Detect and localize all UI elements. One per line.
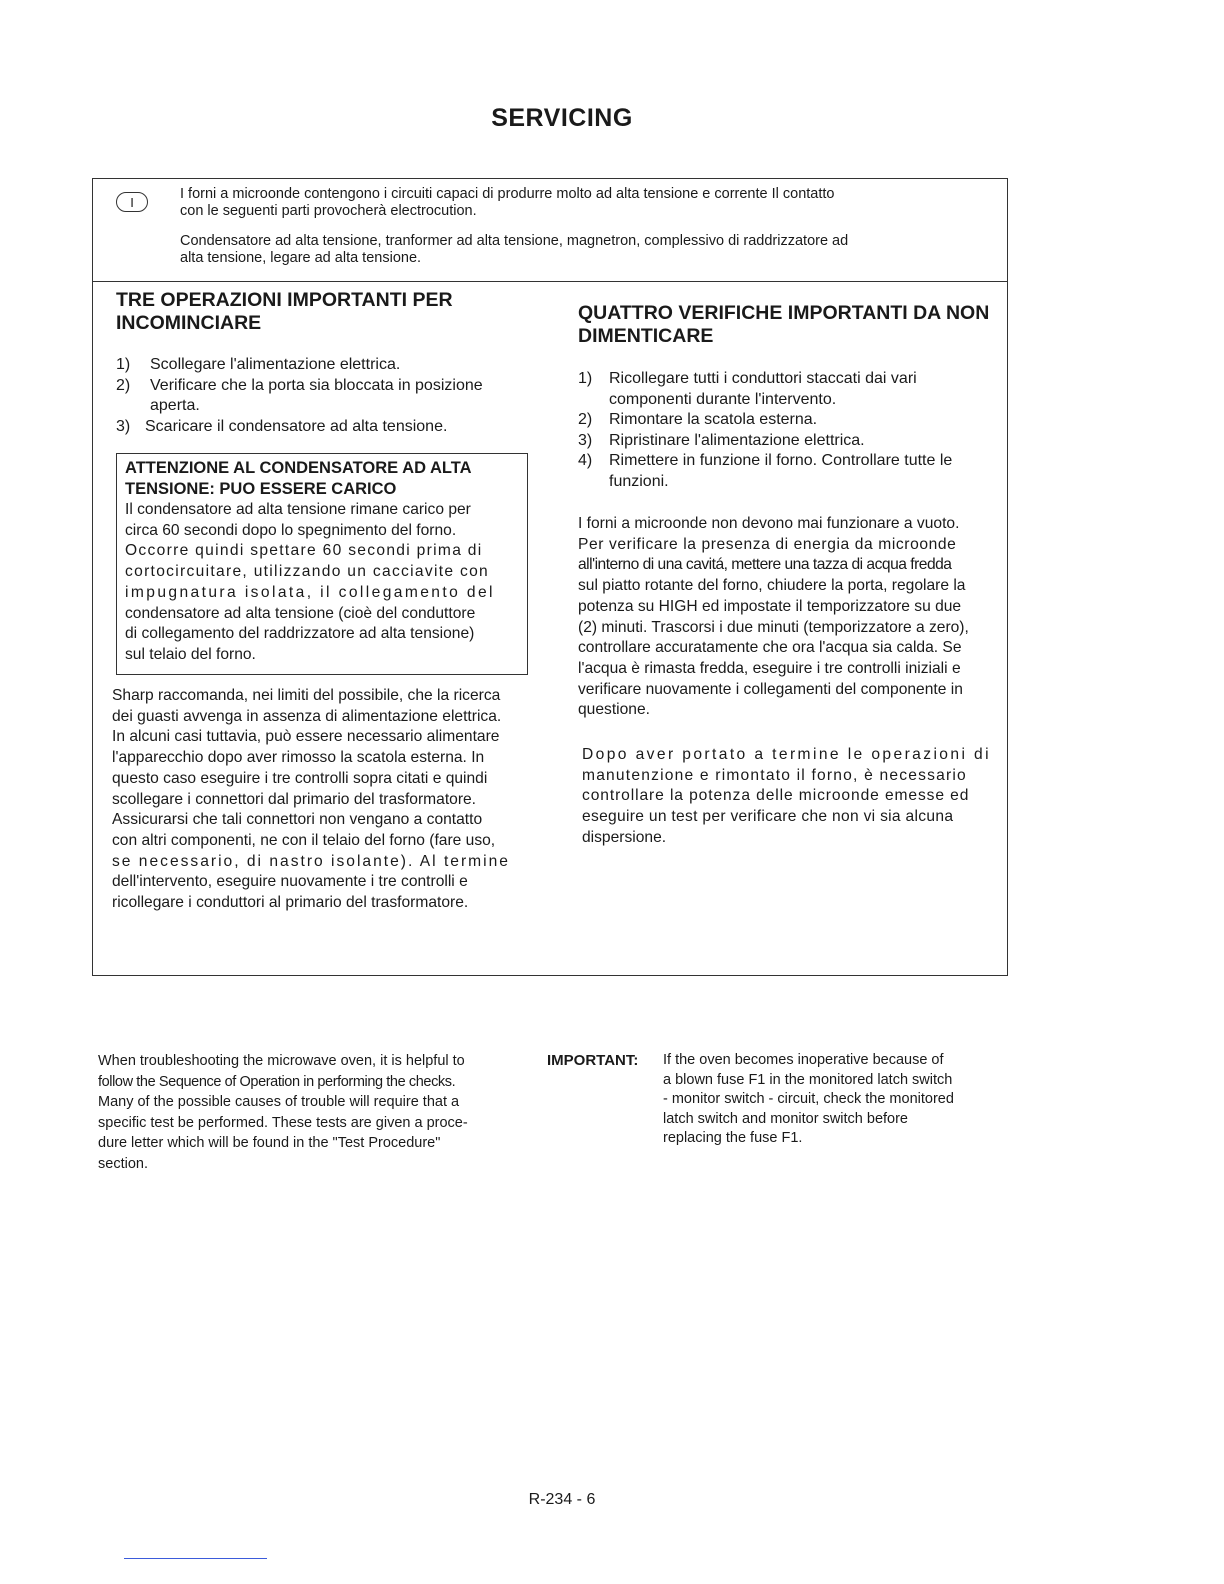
paragraph-line: questione. [578, 701, 650, 719]
paragraph-line: dell'intervento, eseguire nuovamente i tre controlli e [112, 873, 468, 891]
paragraph-line: dei guasti avvenga in assenza di alimentazione elettrica. [112, 707, 502, 725]
paragraph-line: questo caso eseguire i tre controlli sopra citati e quindi [112, 769, 488, 787]
step-text: Verificare che la porta sia bloccata in posizione [150, 376, 483, 394]
bottom-rule [124, 1558, 267, 1559]
paragraph-line: controllare la potenza delle microonde emesse ed [582, 787, 970, 805]
warning-line-4: alta tensione, legare ad alta tensione. [180, 250, 422, 266]
step-text-cont: funzioni. [609, 472, 669, 490]
capacitor-title-line-1: ATTENZIONE AL CONDENSATORE AD ALTA [125, 459, 472, 477]
list-item [578, 369, 998, 410]
important-label: IMPORTANT: [547, 1052, 639, 1069]
step-text: Ripristinare l'alimentazione elettrica. [609, 431, 865, 449]
paragraph-line: se necessario, di nastro isolante). Al termine [112, 852, 510, 870]
paragraph-line: In alcuni casi tuttavia, può essere necessario alimentare [112, 728, 500, 746]
paragraph-line: Many of the possible causes of trouble will require that a [98, 1094, 460, 1110]
paragraph-line: sul piatto rotante del forno, chiudere la porta, regolare la [578, 577, 966, 595]
paragraph-line: follow the Sequence of Operation in performing the checks. [98, 1073, 456, 1090]
right-heading-line-1: QUATTRO VERIFICHE IMPORTANTI DA NON [578, 302, 990, 324]
paragraph-line: l'acqua è rimasta fredda, eseguire i tre controlli iniziali e [578, 659, 961, 677]
step-number: 2) [578, 411, 593, 428]
list-item [578, 410, 998, 431]
step-number: 2) [116, 376, 131, 394]
paragraph-line: Per verificare la presenza di energia da microonde [578, 535, 957, 553]
note-line: - monitor switch - circuit, check the monitored [663, 1091, 954, 1108]
paragraph-line: scollegare i connettori dal primario del trasformatore. [112, 790, 477, 808]
right-heading-line-2: DIMENTICARE [578, 325, 714, 347]
list-item [578, 451, 998, 492]
list-item [116, 376, 526, 417]
note-line: a blown fuse F1 in the monitored latch switch [663, 1071, 953, 1088]
paragraph-line: Assicurarsi che tali connettori non vengano a contatto [112, 811, 483, 829]
left-steps-list [116, 355, 526, 437]
capacitor-title-line-2: TENSIONE: PUO ESSERE CARICO [125, 480, 397, 498]
paragraph-line: specific test be performed. These tests are given a proce- [98, 1114, 468, 1131]
left-heading [116, 289, 536, 335]
paragraph-line: Dopo aver portato a termine le operazioni di [582, 746, 991, 763]
step-number: 1) [116, 356, 131, 373]
troubleshooting-paragraph [98, 1051, 518, 1174]
capacitor-body-line: Occorre quindi spettare 60 secondi prima di [125, 542, 483, 560]
step-text: Rimettere in funzione il forno. Controllare tutte le [609, 452, 953, 469]
note-line: replacing the fuse F1. [663, 1130, 803, 1147]
paragraph-line: all'interno di una cavitá, mettere una tazza di acqua fredda [578, 556, 952, 574]
step-number: 3) [116, 417, 131, 435]
paragraph-line: eseguire un test per verificare che non vi sia alcuna [582, 808, 954, 826]
note-line: If the oven becomes inoperative because of [663, 1052, 944, 1068]
right-paragraph-2 [582, 745, 999, 849]
left-paragraph [112, 686, 528, 914]
capacitor-warning-box [116, 453, 528, 675]
left-heading-line-1: TRE OPERAZIONI IMPORTANTI PER [116, 289, 453, 311]
warning-line-1: I forni a microonde contengono i circuiti capaci di produrre molto ad alta tensione e corrente Il contatto [180, 186, 835, 202]
step-number: 1) [578, 370, 593, 387]
paragraph-line: controllare accuratamente che ora l'acqua sia calda. Se [578, 639, 962, 657]
paragraph-line: l'apparecchio dopo aver rimosso la scatola esterna. In [112, 749, 485, 767]
step-text: Ricollegare tutti i conduttori staccati dai vari [609, 370, 917, 387]
warning-line-2: con le seguenti parti provocherà electrocution. [180, 203, 477, 219]
capacitor-body-line: circa 60 secondi dopo lo spegnimento del forno. [125, 521, 457, 539]
paragraph-line: con altri componenti, ne con il telaio del forno (fare uso, [112, 831, 496, 849]
list-item [578, 431, 998, 452]
list-item [116, 417, 526, 438]
paragraph-line: ricollegare i conduttori al primario del trasformatore. [112, 894, 469, 912]
capacitor-body-line: sul telaio del forno. [125, 645, 256, 663]
capacitor-body [125, 500, 513, 666]
step-number: 3) [578, 431, 593, 449]
language-badge-icon: I [116, 192, 148, 212]
step-text-cont: aperta. [150, 397, 200, 414]
list-item [116, 355, 526, 376]
step-text: Scaricare il condensatore ad alta tensione. [145, 417, 448, 435]
left-heading-line-2: INCOMINCIARE [116, 312, 262, 334]
paragraph-line: I forni a microonde non devono mai funzionare a vuoto. [578, 515, 960, 532]
paragraph-line: dispersione. [582, 828, 667, 846]
right-steps-list [578, 369, 998, 492]
paragraph-line: dure letter which will be found in the "Test Procedure" [98, 1135, 441, 1151]
warning-line-3: Condensatore ad alta tensione, tranformer ad alta tensione, magnetron, complessivo di raddrizzatore ad [180, 233, 849, 249]
step-text-cont: componenti durante l'intervento. [609, 390, 837, 408]
paragraph-line: Sharp raccomanda, nei limiti del possibile, che la ricerca [112, 687, 501, 704]
frame-divider [92, 281, 1008, 282]
paragraph-line: manutenzione e rimontato il forno, è necessario [582, 766, 967, 784]
right-heading [578, 302, 1008, 348]
page-number: R-234 - 6 [528, 1491, 596, 1508]
paragraph-line: (2) minuti. Trascorsi i due minuti (temporizzatore a zero), [578, 618, 969, 636]
note-line: latch switch and monitor switch before [663, 1110, 908, 1127]
page-title: SERVICING [491, 104, 633, 132]
step-text: Rimontare la scatola esterna. [609, 411, 818, 428]
paragraph-line: When troubleshooting the microwave oven, it is helpful to [98, 1053, 465, 1069]
capacitor-body-line: impugnatura isolata, il collegamento del [125, 583, 495, 601]
step-number: 4) [578, 452, 593, 469]
step-text: Scollegare l'alimentazione elettrica. [150, 356, 401, 373]
paragraph-line: potenza su HIGH ed impostate il temporizzatore su due [578, 597, 962, 615]
right-paragraph-1 [578, 514, 999, 721]
capacitor-body-line: cortocircuitare, utilizzando un cacciavite con [125, 563, 490, 581]
capacitor-body-line: Il condensatore ad alta tensione rimane carico per [125, 501, 471, 518]
capacitor-body-line: di collegamento del raddrizzatore ad alta tensione) [125, 625, 475, 643]
paragraph-line: section. [98, 1155, 148, 1172]
important-note [663, 1051, 993, 1149]
paragraph-line: verificare nuovamente i collegamenti del componente in [578, 680, 963, 698]
capacitor-body-line: condensatore ad alta tensione (cioè del conduttore [125, 604, 476, 622]
